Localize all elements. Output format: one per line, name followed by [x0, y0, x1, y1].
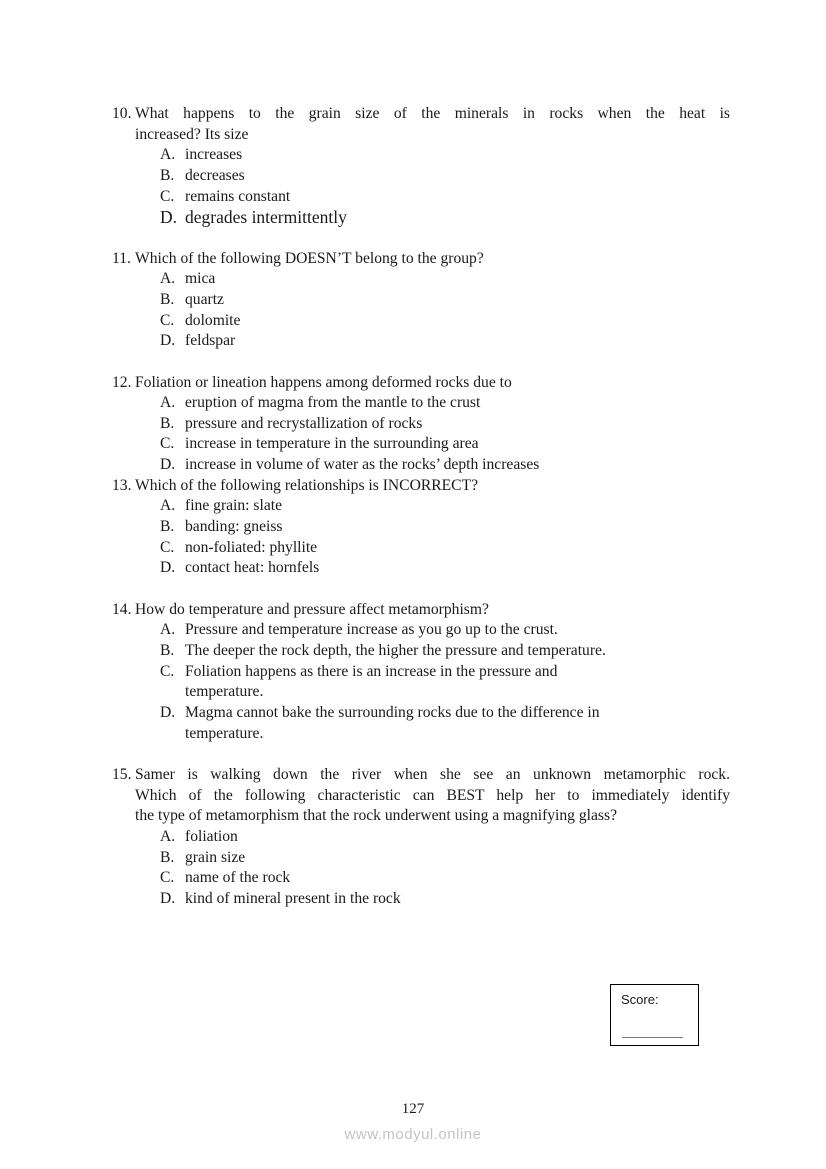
- answer-option-d: [160, 558, 732, 579]
- option-letter: B.: [160, 290, 175, 308]
- score-label: Score:: [621, 992, 659, 1007]
- question-number: 15.: [112, 765, 132, 783]
- answer-option-a: [160, 827, 732, 848]
- option-letter: B.: [160, 414, 175, 432]
- option-letter: D.: [160, 559, 176, 577]
- answer-option-b: [160, 414, 732, 435]
- option-letter: B.: [160, 166, 175, 184]
- option-letter: C.: [160, 869, 175, 887]
- question-13: [112, 476, 732, 497]
- answer-option-c: [160, 434, 732, 455]
- answer-option-c: [160, 662, 732, 703]
- option-text: increases: [185, 146, 243, 164]
- option-text: fine grain: slate: [185, 497, 282, 515]
- option-text: eruption of magma from the mantle to the crust: [185, 394, 481, 412]
- spacer: [112, 744, 732, 765]
- option-letter: B.: [160, 518, 175, 536]
- question-15: [112, 765, 732, 827]
- page-number: 127: [401, 1101, 425, 1117]
- option-letter: D.: [160, 207, 178, 228]
- question-text: the type of metamorphism that the rock underwent using a magnifying glass?: [135, 807, 617, 825]
- option-text: feldspar: [185, 332, 236, 350]
- question-text: Which of the following DOESN’T belong to the group?: [135, 249, 484, 267]
- answer-option-d: [160, 331, 732, 352]
- option-letter: C.: [160, 311, 175, 329]
- option-letter: C.: [160, 187, 175, 205]
- option-text: foliation: [185, 827, 238, 845]
- option-text: remains constant: [185, 187, 291, 205]
- score-box: [610, 984, 699, 1046]
- option-text: mica: [185, 270, 216, 288]
- option-letter: D.: [160, 332, 176, 350]
- option-text: increase in temperature in the surrounding area: [185, 435, 479, 453]
- option-letter: A.: [160, 497, 176, 515]
- option-text: pressure and recrystallization of rocks: [185, 414, 423, 432]
- question-number: 11.: [112, 249, 131, 267]
- option-text: name of the rock: [185, 869, 291, 887]
- option-text: increase in volume of water as the rocks’ depth increases: [185, 456, 540, 474]
- watermark: www.modyul.online: [344, 1126, 482, 1143]
- question-12: [112, 373, 732, 394]
- option-text: Pressure and temperature increase as you go up to the crust.: [185, 621, 558, 639]
- answer-option-c: [160, 311, 732, 332]
- option-text: contact heat: hornfels: [185, 559, 320, 577]
- option-letter: D.: [160, 456, 176, 474]
- answer-option-d: [160, 207, 732, 228]
- answer-option-c: [160, 187, 732, 208]
- option-text: kind of mineral present in the rock: [185, 889, 401, 907]
- answer-option-b: [160, 517, 732, 538]
- option-letter: A.: [160, 270, 176, 288]
- option-letter: D.: [160, 889, 176, 907]
- answer-option-a: [160, 269, 732, 290]
- question-number: 13.: [112, 476, 132, 494]
- option-letter: D.: [160, 703, 176, 721]
- answer-option-b: [160, 166, 732, 187]
- answer-option-a: [160, 496, 732, 517]
- option-text: quartz: [185, 290, 224, 308]
- option-text: Magma cannot bake the surrounding rocks due to the difference in temperature.: [185, 703, 600, 742]
- answer-option-d: [160, 703, 732, 744]
- answer-option-a: [160, 145, 732, 166]
- question-text: Which of the following relationships is INCORRECT?: [135, 476, 479, 494]
- answer-option-d: [160, 455, 732, 476]
- option-letter: A.: [160, 621, 176, 639]
- answer-option-c: [160, 538, 732, 559]
- question-text: Foliation or lineation happens among deformed rocks due to: [135, 373, 512, 391]
- question-text: increased? Its size: [135, 125, 249, 143]
- option-letter: B.: [160, 848, 175, 866]
- answer-option-c: [160, 868, 732, 889]
- answer-option-b: [160, 641, 732, 662]
- option-letter: A.: [160, 394, 176, 412]
- question-14: [112, 600, 732, 621]
- quiz-content: [112, 104, 732, 910]
- option-letter: A.: [160, 827, 176, 845]
- question-number: 14.: [112, 600, 132, 618]
- question-text: How do temperature and pressure affect metamorphism?: [135, 600, 489, 618]
- option-letter: A.: [160, 146, 176, 164]
- answer-option-a: [160, 620, 732, 641]
- option-text: degrades intermittently: [185, 207, 347, 228]
- option-letter: B.: [160, 642, 175, 660]
- option-text: decreases: [185, 166, 245, 184]
- answer-option-b: [160, 290, 732, 311]
- spacer: [112, 228, 732, 249]
- question-text: What happens to the grain size of the minerals in rocks when the heat is: [135, 105, 730, 122]
- option-text: banding: gneiss: [185, 518, 283, 536]
- option-letter: C.: [160, 662, 175, 680]
- spacer: [112, 579, 732, 600]
- option-text: dolomite: [185, 311, 241, 329]
- answer-option-a: [160, 393, 732, 414]
- question-text: Which of the following characteristic can BEST help her to immediately identify: [135, 786, 730, 804]
- option-text: non-foliated: phyllite: [185, 538, 318, 556]
- option-letter: C.: [160, 538, 175, 556]
- question-number: 10.: [112, 105, 132, 122]
- answer-option-b: [160, 848, 732, 869]
- answer-option-d: [160, 889, 732, 910]
- option-text: grain size: [185, 848, 246, 866]
- question-10: [112, 104, 732, 145]
- question-text: Samer is walking down the river when she see an unknown metamorphic rock.: [135, 765, 730, 783]
- question-11: [112, 249, 732, 270]
- question-number: 12.: [112, 373, 132, 391]
- score-blank-line: [622, 1037, 683, 1038]
- option-text: Foliation happens as there is an increase in the pressure and temperature.: [185, 662, 558, 701]
- option-text: The deeper the rock depth, the higher the pressure and temperature.: [185, 642, 606, 660]
- option-letter: C.: [160, 435, 175, 453]
- spacer: [112, 352, 732, 373]
